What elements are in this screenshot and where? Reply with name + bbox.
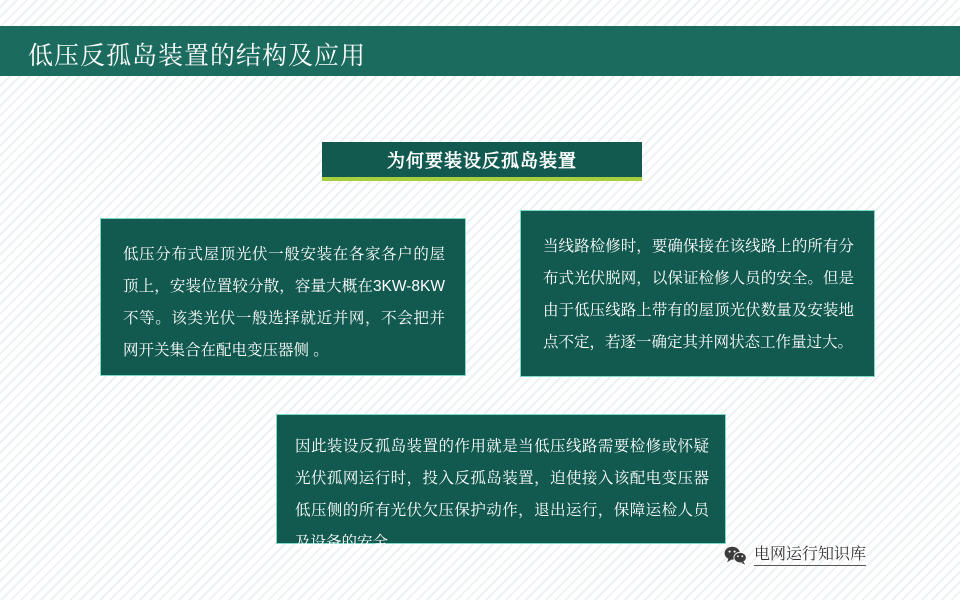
wechat-icon xyxy=(724,546,747,565)
content-card-left-text: 低压分布式屋顶光伏一般安装在各家各户的屋顶上，安装位置较分散，容量大概在3KW-8KW不等。该类光伏一般选择就近并网，不会把并网开关集合在配电变压器侧 。 xyxy=(123,246,445,359)
content-card-bottom xyxy=(276,414,726,551)
content-card-right-text: 当线路检修时，要确保接在该线路上的所有分布式光伏脱网，以保证检修人员的安全。但是由于低压线路上带有的屋顶光伏数量及安装地点不定，若逐一确定其并网状态工作量过大。 xyxy=(543,238,854,351)
content-card-left xyxy=(100,218,466,376)
section-banner xyxy=(322,142,642,181)
page-title: 低压反孤岛装置的结构及应用 xyxy=(28,42,367,70)
content-card-right xyxy=(520,210,875,377)
watermark xyxy=(724,545,866,566)
section-banner-label: 为何要装设反孤岛装置 xyxy=(387,150,577,171)
content-card-bottom-text: 因此装设反孤岛装置的作用就是当低压线路需要检修或怀疑光伏孤网运行时，投入反孤岛装置，迫使接入该配电变压器低压侧的所有光伏欠压保护动作，退出运行，保障运检人员及设备的安全。 xyxy=(295,438,709,551)
watermark-label: 电网运行知识库 xyxy=(754,545,866,566)
